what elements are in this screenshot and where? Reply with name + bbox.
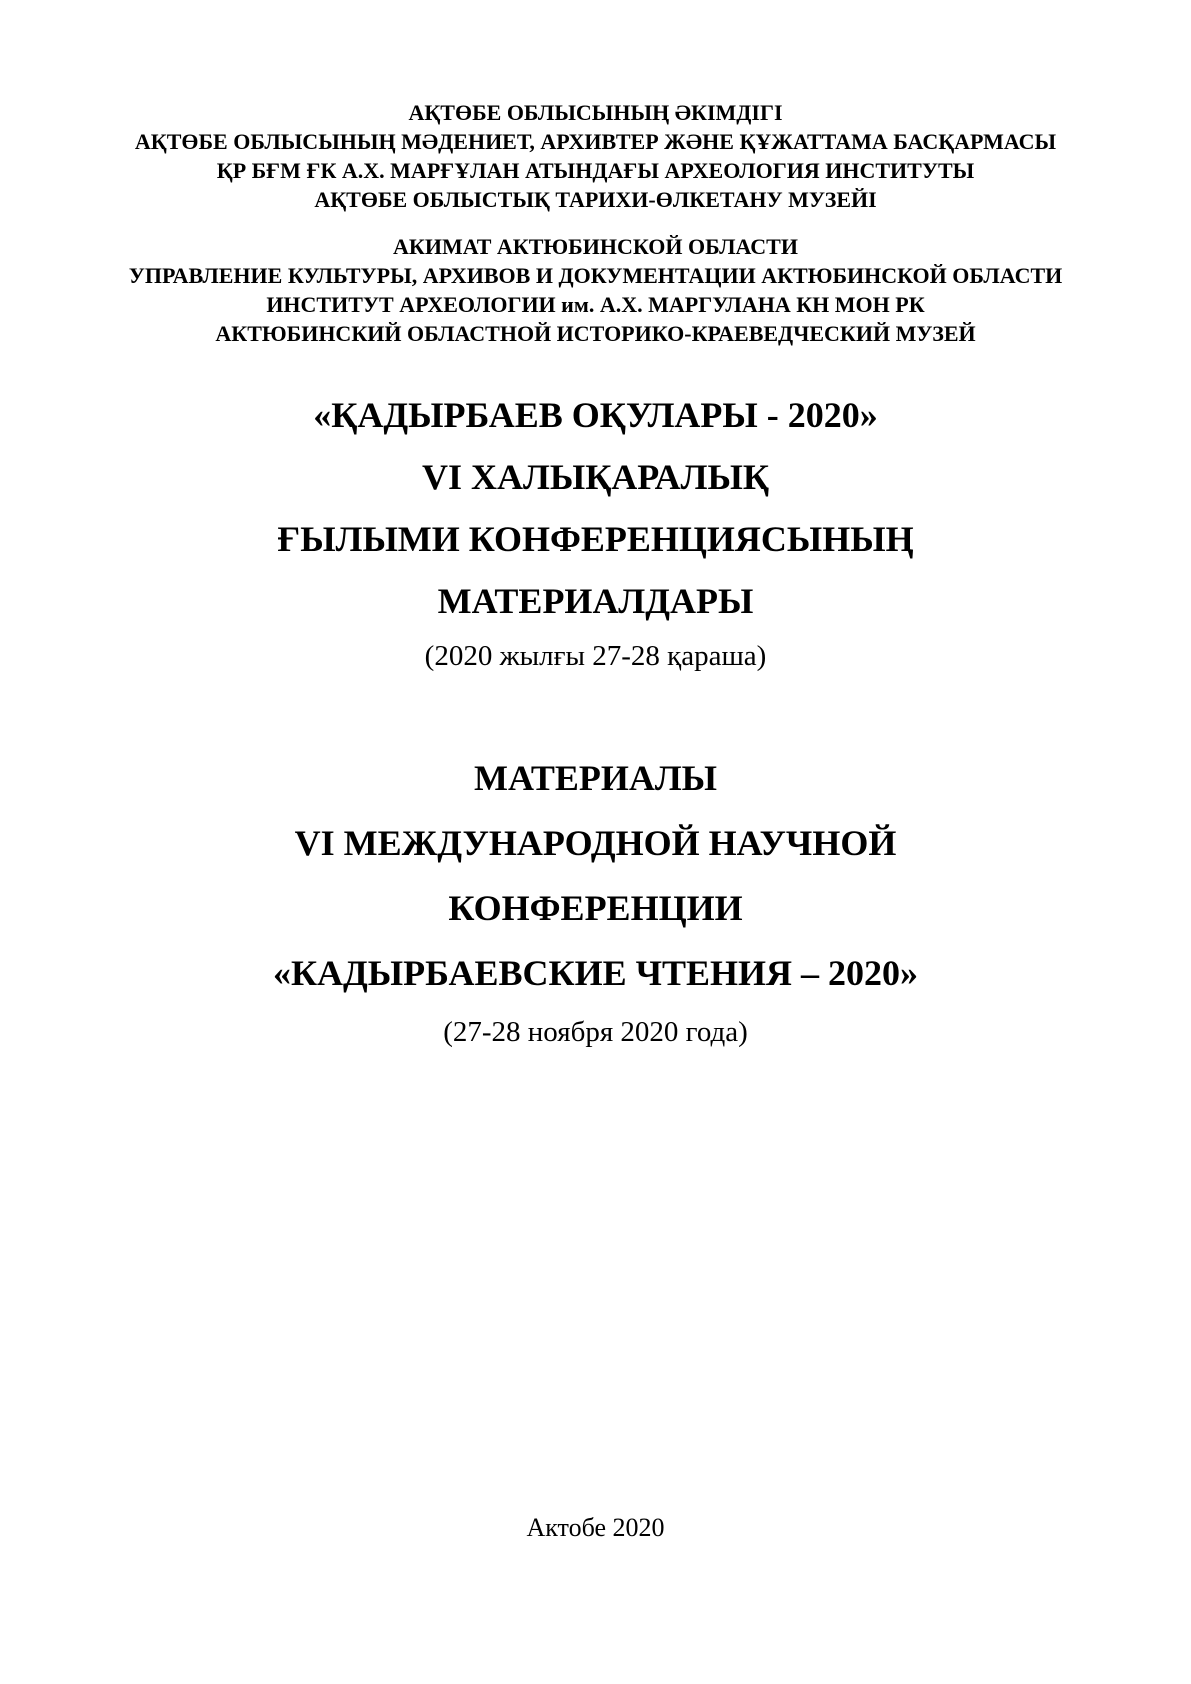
conference-date-kazakh: (2020 жылғы 27-28 қараша)	[424, 640, 767, 672]
title-line-ru-1: МАТЕРИАЛЫ	[474, 758, 717, 798]
org-line-kz-3: ҚР БҒМ ҒК А.Х. МАРҒҰЛАН АТЫНДАҒЫ АРХЕОЛОГИЯ ИНСТИТУТЫ	[216, 158, 975, 183]
conference-date-russian: (27-28 ноября 2020 года)	[443, 1016, 748, 1048]
imprint-city-year: Актобе 2020	[526, 1513, 665, 1542]
title-line-kz-2: VI ХАЛЫҚАРАЛЫҚ	[422, 457, 769, 497]
org-line-ru-2: УПРАВЛЕНИЕ КУЛЬТУРЫ, АРХИВОВ И ДОКУМЕНТАЦИИ АКТЮБИНСКОЙ ОБЛАСТИ	[128, 263, 1063, 288]
org-line-ru-3: ИНСТИТУТ АРХЕОЛОГИИ им. А.Х. МАРГУЛАНА КН МОН РК	[266, 292, 925, 317]
title-line-kz-3: ҒЫЛЫМИ КОНФЕРЕНЦИЯСЫНЫҢ	[277, 519, 914, 559]
title-line-ru-4: «КАДЫРБАЕВСКИЕ ЧТЕНИЯ – 2020»	[272, 953, 919, 993]
org-line-ru-4: АКТЮБИНСКИЙ ОБЛАСТНОЙ ИСТОРИКО-КРАЕВЕДЧЕСКИЙ МУЗЕЙ	[215, 321, 976, 346]
org-line-kz-1: АҚТӨБЕ ОБЛЫСЫНЫҢ ӘКІМДІГІ	[408, 100, 783, 125]
title-line-kz-1: «ҚАДЫРБАЕВ ОҚУЛАРЫ - 2020»	[313, 395, 878, 435]
title-line-ru-3: КОНФЕРЕНЦИИ	[448, 888, 743, 928]
conference-title-russian	[0, 746, 1191, 1006]
org-line-kz-4: АҚТӨБЕ ОБЛЫСТЫҚ ТАРИХИ-ӨЛКЕТАНУ МУЗЕЙІ	[314, 187, 877, 212]
title-line-kz-4: МАТЕРИАЛДАРЫ	[437, 581, 754, 621]
org-block-kazakh	[0, 0, 1191, 214]
title-line-ru-2: VI МЕЖДУНАРОДНОЙ НАУЧНОЙ	[294, 823, 897, 863]
org-line-ru-1: АКИМАТ АКТЮБИНСКОЙ ОБЛАСТИ	[393, 234, 798, 259]
conference-title-kazakh	[0, 384, 1191, 632]
org-line-kz-2: АҚТӨБЕ ОБЛЫСЫНЫҢ МӘДЕНИЕТ, АРХИВТЕР ЖӘНЕ ҚҰЖАТТАМА БАСҚАРМАСЫ	[134, 129, 1057, 154]
org-block-russian	[0, 232, 1191, 348]
